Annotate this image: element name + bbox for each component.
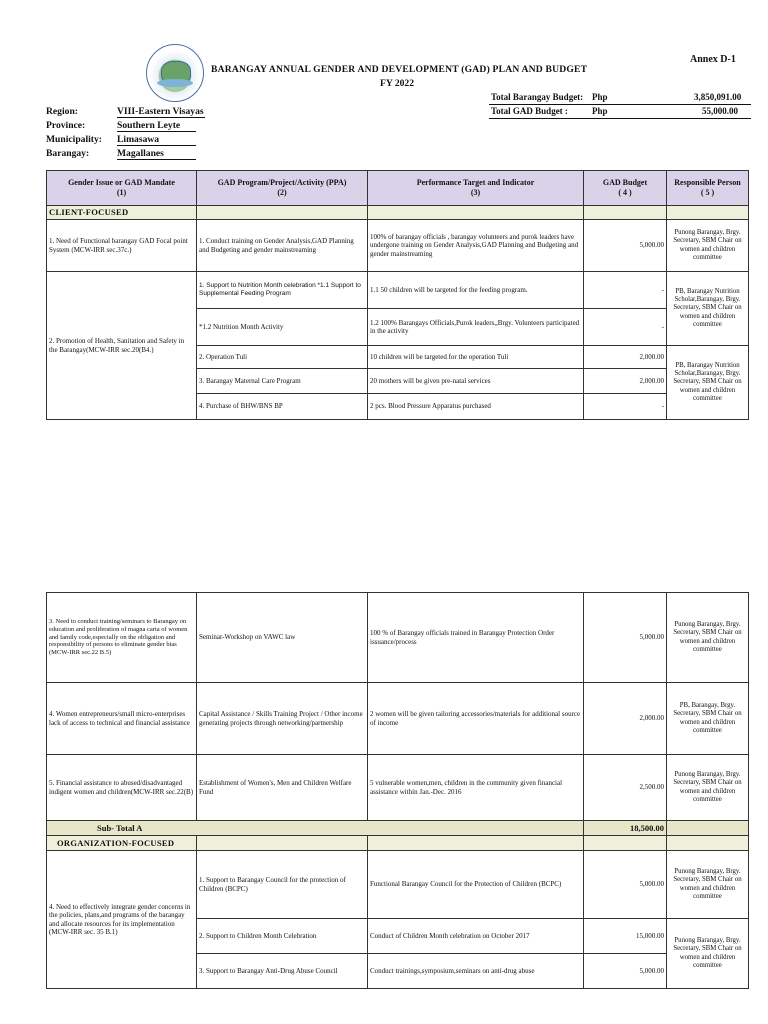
- budget-cell: 5,000.00: [584, 851, 667, 919]
- ppa-cell: 2. Support to Children Month Celebration: [197, 919, 368, 954]
- table-row: [47, 755, 749, 821]
- fiscal-year: FY 2022: [380, 78, 415, 89]
- target-cell: Conduct trainings,symposium,seminars on anti-drug abuse: [368, 954, 584, 989]
- annex-label: Annex D-1: [690, 54, 736, 65]
- resp-cell: Punong Barangay, Brgy. Secretary, SBM Chair on women and children committee: [667, 593, 749, 683]
- ppa-cell: 1. Support to Barangay Council for the protection of Children (BCPC): [197, 851, 368, 919]
- target-cell: 20 mothers will be given pre-natal services: [368, 369, 584, 394]
- budget-cell: -: [584, 272, 667, 309]
- total-budget-currency: Php: [592, 92, 608, 102]
- issue-cell: 4. Women entrepreneurs/small micro-enterprises lack of access to technical and financial assistance: [47, 683, 197, 755]
- budget-cell: 5,000.00: [584, 593, 667, 683]
- document-title: BARANGAY ANNUAL GENDER AND DEVELOPMENT (GAD) PLAN AND BUDGET: [211, 64, 588, 75]
- ppa-cell: 2. Operation Tuli: [197, 346, 368, 369]
- budget-cell: 5,000.00: [584, 220, 667, 272]
- section-label: ORGANIZATION-FOCUSED: [47, 836, 197, 851]
- total-budget-underline: [489, 104, 751, 105]
- municipality-label: Municipality:: [46, 134, 102, 145]
- table-header-row: [47, 171, 749, 206]
- barangay-value: Magallanes: [117, 148, 196, 160]
- resp-cell: Punong Barangay, Brgy. Secretary, SBM Chair on women and children committee: [667, 851, 749, 919]
- col-header-ppa: GAD Program/Project/Activity (PPA) (2): [197, 171, 368, 206]
- target-cell: 100 % of Barangay officials trained in Barangay Protection Order issuance/process: [368, 593, 584, 683]
- ppa-cell: *1.2 Nutrition Month Activity: [197, 309, 368, 346]
- table-row: [47, 851, 749, 919]
- col-header-target: Performance Target and Indicator (3): [368, 171, 584, 206]
- section-label: CLIENT-FOCUSED: [47, 206, 197, 220]
- issue-cell: 3. Need to conduct training/seminars to Barangay on education and proliferation of magna carta of women and family code,especially on the obligation and responsibility of persons to eliminate gender bias (MCW-IRR sec.22 B.5): [47, 593, 197, 683]
- ppa-cell: Seminar-Workshop on VAWC law: [197, 593, 368, 683]
- ppa-cell: 3. Support to Barangay Anti-Drug Abuse Council: [197, 954, 368, 989]
- budget-cell: 15,000.00: [584, 919, 667, 954]
- budget-cell: 2,000.00: [584, 346, 667, 369]
- resp-cell: PB, Barangay Nutrition Scholar,Barangay, Brgy. Secretary, SBM Chair on women and children committee: [667, 272, 749, 346]
- gad-budget-label: Total GAD Budget :: [491, 106, 568, 116]
- ppa-cell: 1. Support to Nutrition Month celebration *1.1 Support to Supplemental Feeding Program: [197, 272, 368, 309]
- seal-water-icon: [157, 79, 193, 87]
- resp-cell: PB, Barangay, Brgy. Secretary, SBM Chair on women and children committee: [667, 683, 749, 755]
- target-cell: 1.2 100% Barangays Officials,Purok leaders,,Brgy. Volunteers participated in the activity: [368, 309, 584, 346]
- target-cell: Conduct of Children Month celebration on October 2017: [368, 919, 584, 954]
- province-label: Province:: [46, 120, 86, 131]
- col-header-budget: GAD Budget ( 4 ): [584, 171, 667, 206]
- budget-cell: -: [584, 309, 667, 346]
- total-budget-label: Total Barangay Budget:: [491, 92, 584, 102]
- resp-cell: Punong Barangay, Brgy. Secretary, SBM Chair on women and children committee: [667, 755, 749, 821]
- gad-plan-table-continued: [46, 592, 749, 989]
- target-cell: 100% of barangay officials , barangay volunteers and purok leaders have undergone training on Gender Analysis,GAD Planning and Budgeting and gender mainstreaming: [368, 220, 584, 272]
- resp-cell: Punong Barangay, Brgy. Secretary, SBM Chair on women and children committee: [667, 919, 749, 989]
- budget-cell: 5,000.00: [584, 954, 667, 989]
- table-row: [47, 593, 749, 683]
- budget-cell: 2,500.00: [584, 755, 667, 821]
- budget-cell: 2,000.00: [584, 369, 667, 394]
- issue-cell: 4. Need to effectively integrate gender concerns in the policies, plans,and programs of the barangay and allocate resources for its implementation (MCW-IRR sec. 35 B.1): [47, 851, 197, 989]
- ppa-cell: Establishment of Women's, Men and Children Welfare Fund: [197, 755, 368, 821]
- ppa-cell: 1. Conduct training on Gender Analysis,GAD Planning and Budgeting and gender mainstreaming: [197, 220, 368, 272]
- section-row-client: [47, 206, 749, 220]
- barangay-seal: [146, 44, 204, 102]
- resp-cell: Punong Barangay, Brgy. Secretary, SBM Chair on women and children committee: [667, 220, 749, 272]
- total-budget-value: 3,850,091.00: [694, 92, 742, 102]
- table-row: [47, 220, 749, 272]
- gad-plan-table-client: [46, 170, 749, 420]
- resp-cell: PB, Barangay Nutrition Scholar,Barangay, Brgy. Secretary, SBM Chair on women and children committee: [667, 346, 749, 420]
- subtotal-row: [47, 821, 749, 836]
- ppa-cell: 3. Barangay Maternal Care Program: [197, 369, 368, 394]
- target-cell: 5 vulnerable women,men, children in the community given financial assistance within Jan.-Dec. 2016: [368, 755, 584, 821]
- budget-cell: 2,000.00: [584, 683, 667, 755]
- province-value: Southern Leyte: [117, 120, 196, 132]
- col-header-issue: Gender Issue or GAD Mandate (1): [47, 171, 197, 206]
- target-cell: 1.1 50 children will be targeted for the feeding program.: [368, 272, 584, 309]
- barangay-label: Barangay:: [46, 148, 90, 159]
- municipality-value: Limasawa: [117, 134, 196, 146]
- budget-cell: -: [584, 394, 667, 420]
- col-header-resp: Responsible Person ( 5 ): [667, 171, 749, 206]
- target-cell: Functional Barangay Council for the Protection of Children (BCPC): [368, 851, 584, 919]
- ppa-cell: 4. Purchase of BHW/BNS BP: [197, 394, 368, 420]
- table-row: [47, 272, 749, 309]
- issue-cell: 5. Financial assistance to abused/disadvantaged indigent women and children(MCW-IRR sec.22(B): [47, 755, 197, 821]
- region-label: Region:: [46, 106, 78, 117]
- subtotal-value: 18,500.00: [584, 821, 667, 836]
- ppa-cell: Capital Assistance / Skills Training Project / Other income generating projects through networking/partnership: [197, 683, 368, 755]
- subtotal-label: Sub- Total A: [47, 821, 584, 836]
- target-cell: 10 children will be targeted for the operation Tuli: [368, 346, 584, 369]
- issue-cell: 1. Need of Functional barangay GAD Focal point System (MCW-IRR sec.37c.): [47, 220, 197, 272]
- target-cell: 2 women will be given tailoring accessories/materials for additional source of income: [368, 683, 584, 755]
- table-row: [47, 683, 749, 755]
- target-cell: 2 pcs. Blood Pressure Apparatus purchased: [368, 394, 584, 420]
- issue-cell: 2. Promotion of Health, Sanitation and Safety in the Barangay(MCW-IRR sec.20(B4.): [47, 272, 197, 420]
- gad-budget-currency: Php: [592, 106, 608, 116]
- section-row-organization: [47, 836, 749, 851]
- gad-budget-underline: [489, 118, 751, 119]
- region-value: VIII-Eastern Visayas: [117, 106, 204, 117]
- gad-budget-value: 55,000.00: [702, 106, 738, 116]
